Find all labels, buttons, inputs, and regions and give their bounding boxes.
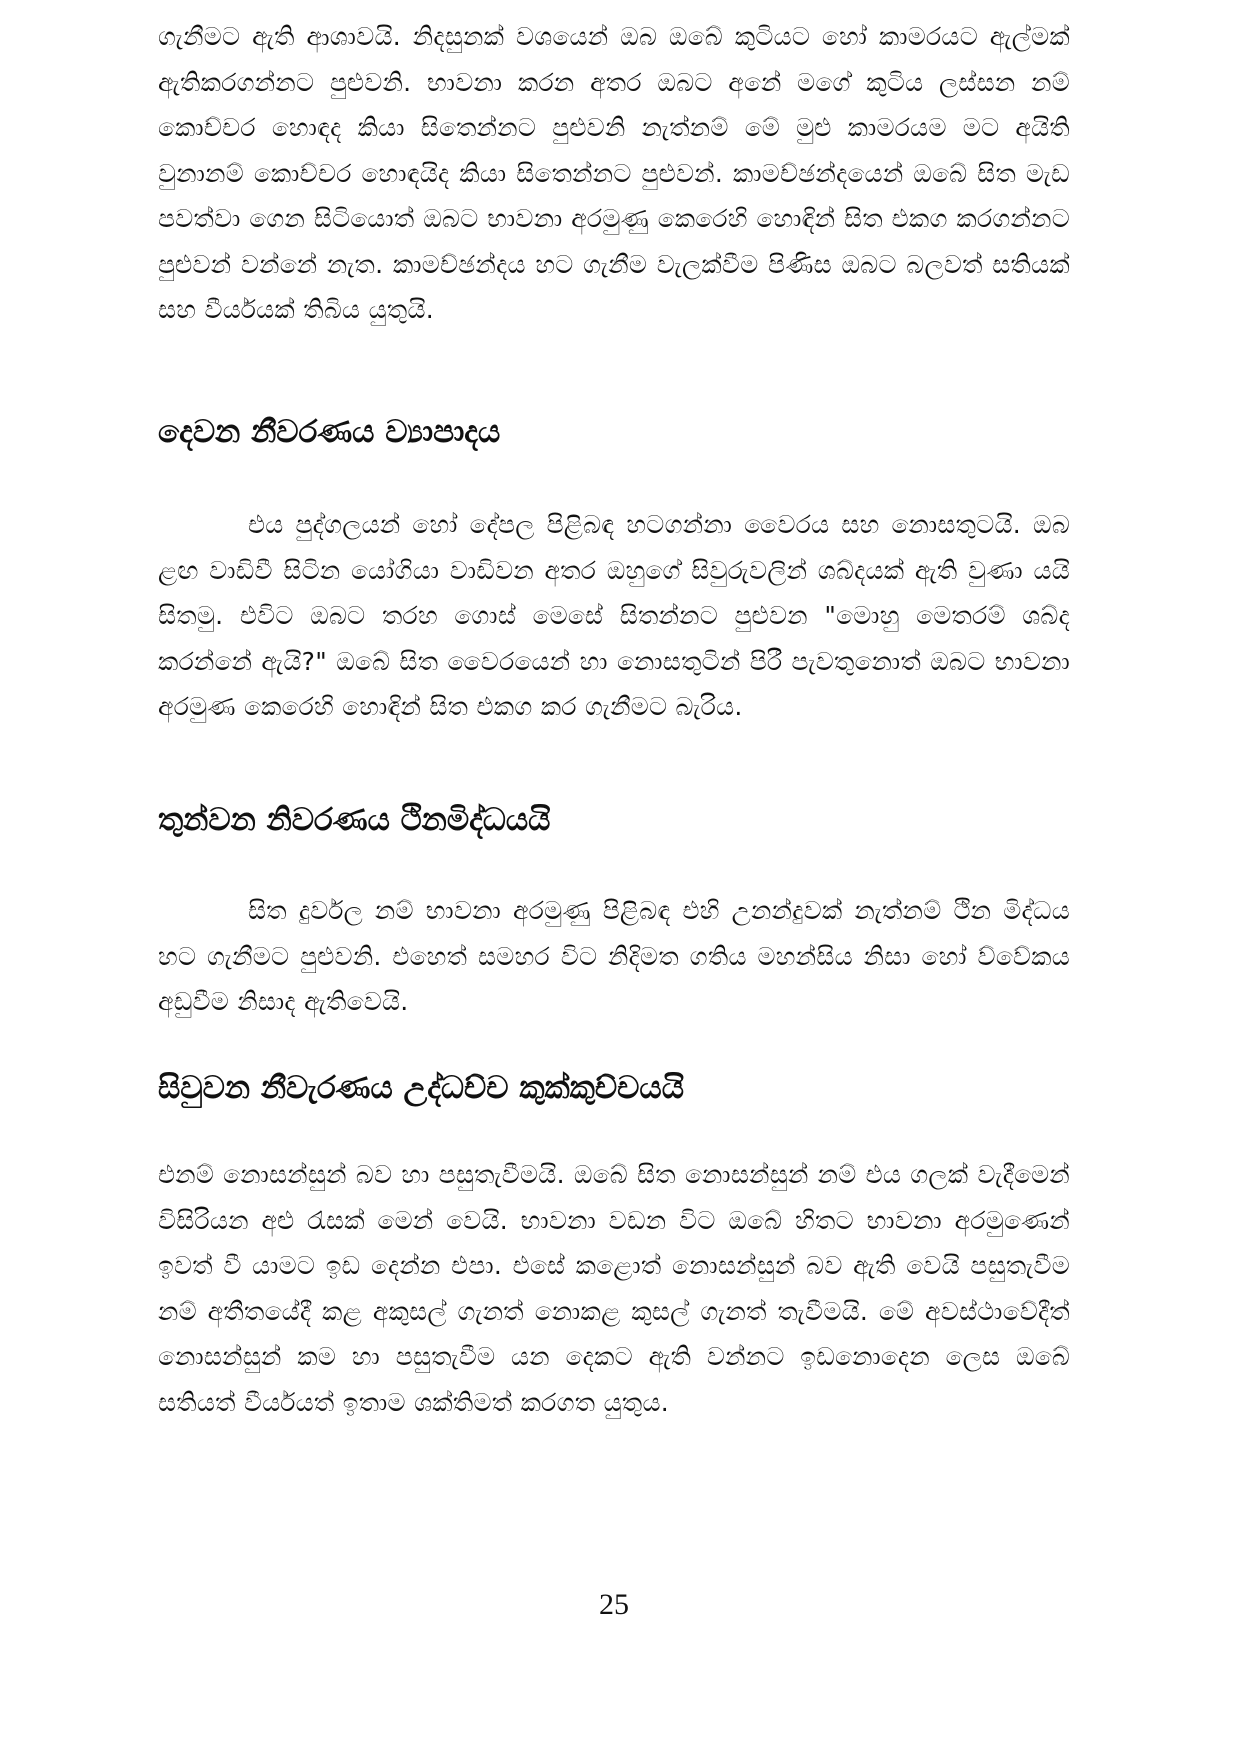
document-page xyxy=(158,0,1070,1754)
heading-second-hindrance: දෙවන නීවරණය ව්‍යාපාදය xyxy=(158,414,501,450)
paragraph-uddhacca-kukkucca: එනම් නොසන්සුන් බව හා පසුතැවීමයි. ඔබේ සිත නොසන්සුන් නම් එය ගලක් වැදීමෙන් විසිරියන අළු රැසක් මෙන් වෙයි. භාවනා වඩන විට ඔබේ හිතට භාවනා අරමුණෙන් ඉවත් වී යාමට ඉඩ දෙන්න එපා. එසේ කළොත් නොසන්සුන් බව ඇති වෙයි පසුතැවීම නම් අතීතයේදී කළ අකුසල් ගැනත් නොකළ කුසල් ගැනත් තැවීමයි. මේ අවස්ථාවේදීත් නොසන්සුන් කම හා පසුතැවීම යන දෙකට ඇති වන්නට ඉඩනොදෙන ලෙස ඔබේ සතියත් වීර්යයත් ඉතාම ශක්තිමත් කරගත යුතුය. xyxy=(158,1160,1070,1417)
page-number: 25 xyxy=(599,1588,629,1621)
paragraph-vyapada: එය පුද්ගලයන් හෝ දේපල පිළිබඳ හටගන්නා වෛරය සහ නොසතුටයි. ඔබ ළඟ වාඩිවී සිටින යෝගියා වාඩිවන අතර ඔහුගේ සිවුරුවලින් ශබ්දයක් ඇති වුණා යයි සිතමු. එවිට ඔබට තරහ ගොස් මෙසේ සිතන්නට පුළුවන "මොහු මෙතරම් ශබ්ද කරන්නේ ඇයි?" ඔබේ සිත වෛරයෙන් හා නොසතුටින් පිරී පැවතුනොත් ඔබට භාවනා අරමුණ කෙරෙහි හොඳින් සිත එකග කර ගැනීමට බැරිය. xyxy=(158,510,1070,721)
heading-fourth-hindrance: සිවුවන නීවැරණය උද්ධච්ච කුක්කුච්චයයි xyxy=(158,1070,684,1106)
paragraph-kamachchanda: ගැනීමට ඇති ආශාවයි. නිදසුනක් වශයෙන් ඔබ ඔබේ කුටියට හෝ කාමරයට ඇල්මක් ඇතිකරගන්නට පුළුවනි. භාවනා කරන අතර ඔබට අනේ මගේ කුටිය ලස්සන නම් කොච්චර හොඳද කියා සිතෙන්නට පුළුවනි නැත්නම් මේ මුළු කාමරයම මට අයිති වුනානම් කොච්චර හොඳයිද කියා සිතෙන්නට පුළුවන්. කාමච්ඡන්දයෙන් ඔබේ සිත මැඩ පවත්වා ගෙන සිටියොත් ඔබට භාවනා අරමුණු කෙරෙහි හොඳින් සිත එකග කරගන්නට පුළුවන් වන්නේ නැත. කාමච්ඡන්දය හට ගැනීම වැලක්වීම පිණිස ඔබට බලවත් සතියක් සහ වීර්යයක් තිබිය යුතුයි. xyxy=(158,22,1070,324)
paragraph-thinamiddha: සිත දුර්වල නම් භාවනා අරමුණු පිළිබඳ එහි උනන්දුවක් නැත්නම් ථින මිද්ධය හට ගැනීමට පුළුවනි. එහෙත් සමහර විට නිදිමත ගතිය මහන්සිය නිසා හෝ ව්වේකය අඩුවීම නිසාද ඇතිවෙයි. xyxy=(158,896,1070,1016)
heading-third-hindrance: තුන්වන නිවරණය ථිනමිද්ධයයි xyxy=(158,802,551,838)
